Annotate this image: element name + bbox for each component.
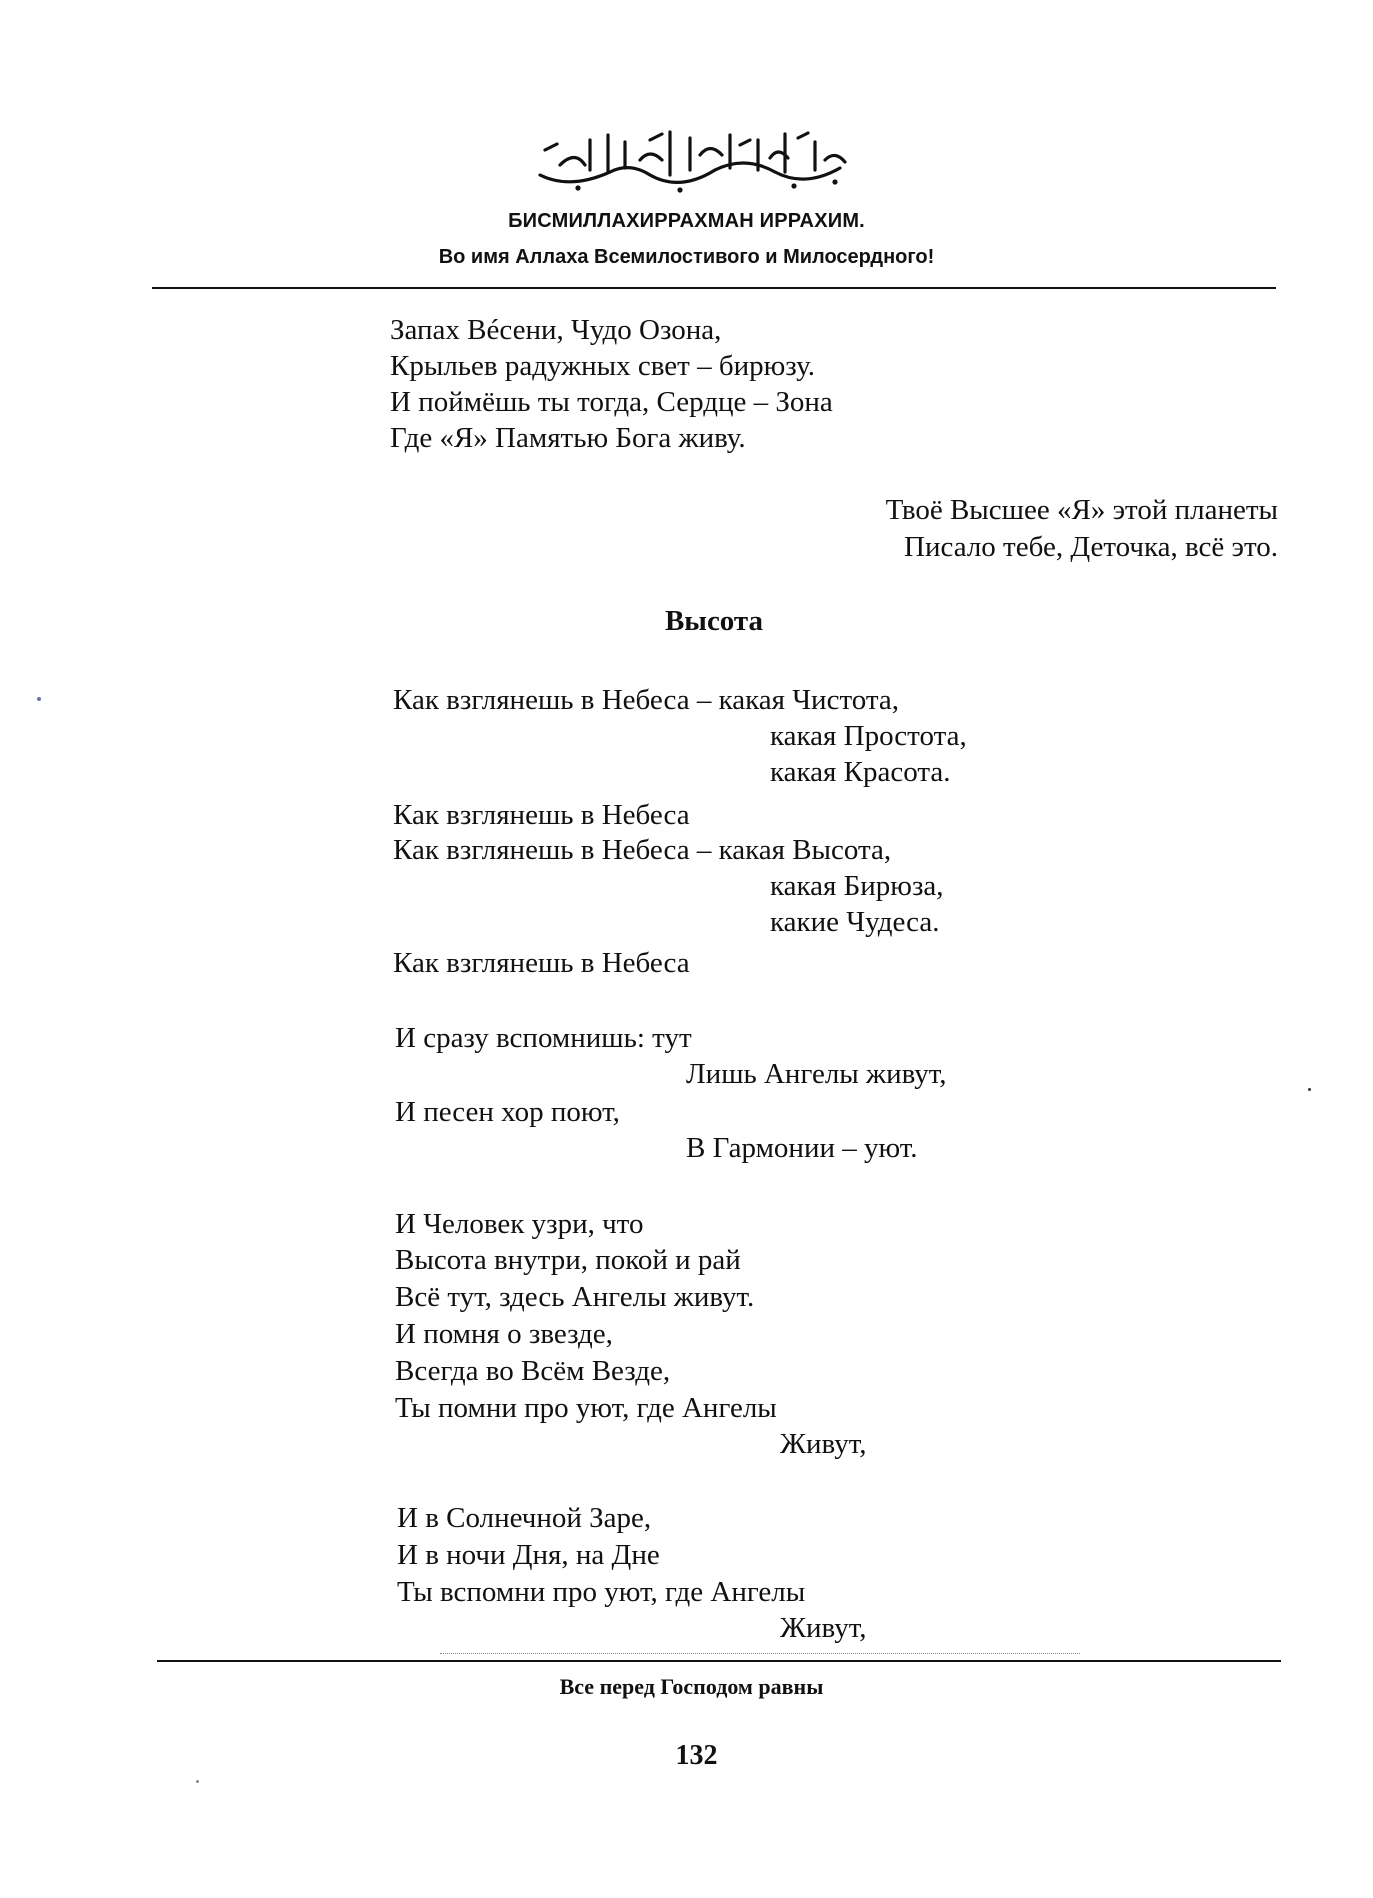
- poem-line: Живут,: [780, 1612, 867, 1644]
- scan-speck: [1308, 1088, 1311, 1091]
- header-divider: [152, 287, 1276, 289]
- poem-line: какие Чудеса.: [770, 906, 940, 938]
- poem-line: какая Простота,: [770, 720, 967, 752]
- footer-faint-divider: [440, 1653, 1080, 1654]
- poem-line: Ты вспомни про уют, где Ангелы: [397, 1576, 806, 1608]
- poem-line: Лишь Ангелы живут,: [686, 1058, 947, 1090]
- poem-line: Ты помни про уют, где Ангелы: [395, 1392, 777, 1424]
- poem-line: Высота внутри, покой и рай: [395, 1244, 741, 1276]
- poem-line: И песен хор поют,: [395, 1096, 620, 1128]
- poem-line: Всё тут, здесь Ангелы живут.: [395, 1281, 755, 1313]
- poem-line: И в Солнечной Заре,: [397, 1502, 652, 1534]
- poem-line: Как взглянешь в Небеса: [393, 947, 690, 979]
- poem-line: И помня о звезде,: [395, 1318, 613, 1350]
- bismillah-calligraphy: [530, 120, 860, 200]
- poem-line: И сразу вспомнишь: тут: [395, 1022, 692, 1054]
- poem-title-text: Высота: [664, 605, 764, 637]
- running-footer-text: Все перед Господом равны: [559, 1674, 824, 1699]
- stanza1-line-1: Запах Вéсени, Чудо Озона,: [390, 314, 722, 346]
- poem-line: какая Бирюза,: [770, 870, 944, 902]
- poem-line: Как взглянешь в Небеса: [393, 799, 690, 831]
- stanza1-line-3: И поймёшь ты тогда, Сердце – Зона: [390, 386, 833, 418]
- running-footer: [0, 1674, 1373, 1700]
- poem-line: Как взглянешь в Небеса – какая Чистота,: [393, 684, 899, 716]
- signature-line-1: Твоё Высшее «Я» этой планеты: [885, 494, 1278, 526]
- footer-divider: [157, 1660, 1281, 1662]
- scan-speck: [196, 1780, 199, 1783]
- poem-line: И Человек узри, что: [395, 1208, 644, 1240]
- page-number-text: 132: [675, 1740, 718, 1771]
- stanza1-line-2: Крыльев радужных свет – бирюзу.: [390, 350, 815, 382]
- bismillah-transliteration: БИСМИЛЛАХИРРАХМАН ИРРАХИМ.: [508, 210, 865, 232]
- poem-line: Живут,: [780, 1428, 867, 1460]
- bismillah-translation: Во имя Аллаха Всемилостивого и Милосердного!: [438, 246, 935, 268]
- stanza1-line-4: Где «Я» Памятью Бога живу.: [390, 422, 746, 454]
- scan-speck: [37, 697, 41, 701]
- page-number: [0, 1740, 1373, 1772]
- poem-line: И в ночи Дня, на Дне: [397, 1539, 660, 1571]
- signature-line-2: Писало тебе, Деточка, всё это.: [904, 531, 1278, 563]
- poem-line: какая Красота.: [770, 756, 951, 788]
- poem-title: [0, 605, 1373, 638]
- poem-line: Всегда во Всём Везде,: [395, 1355, 671, 1387]
- poem-line: В Гармонии – уют.: [686, 1132, 918, 1164]
- poem-line: Как взглянешь в Небеса – какая Высота,: [393, 834, 892, 866]
